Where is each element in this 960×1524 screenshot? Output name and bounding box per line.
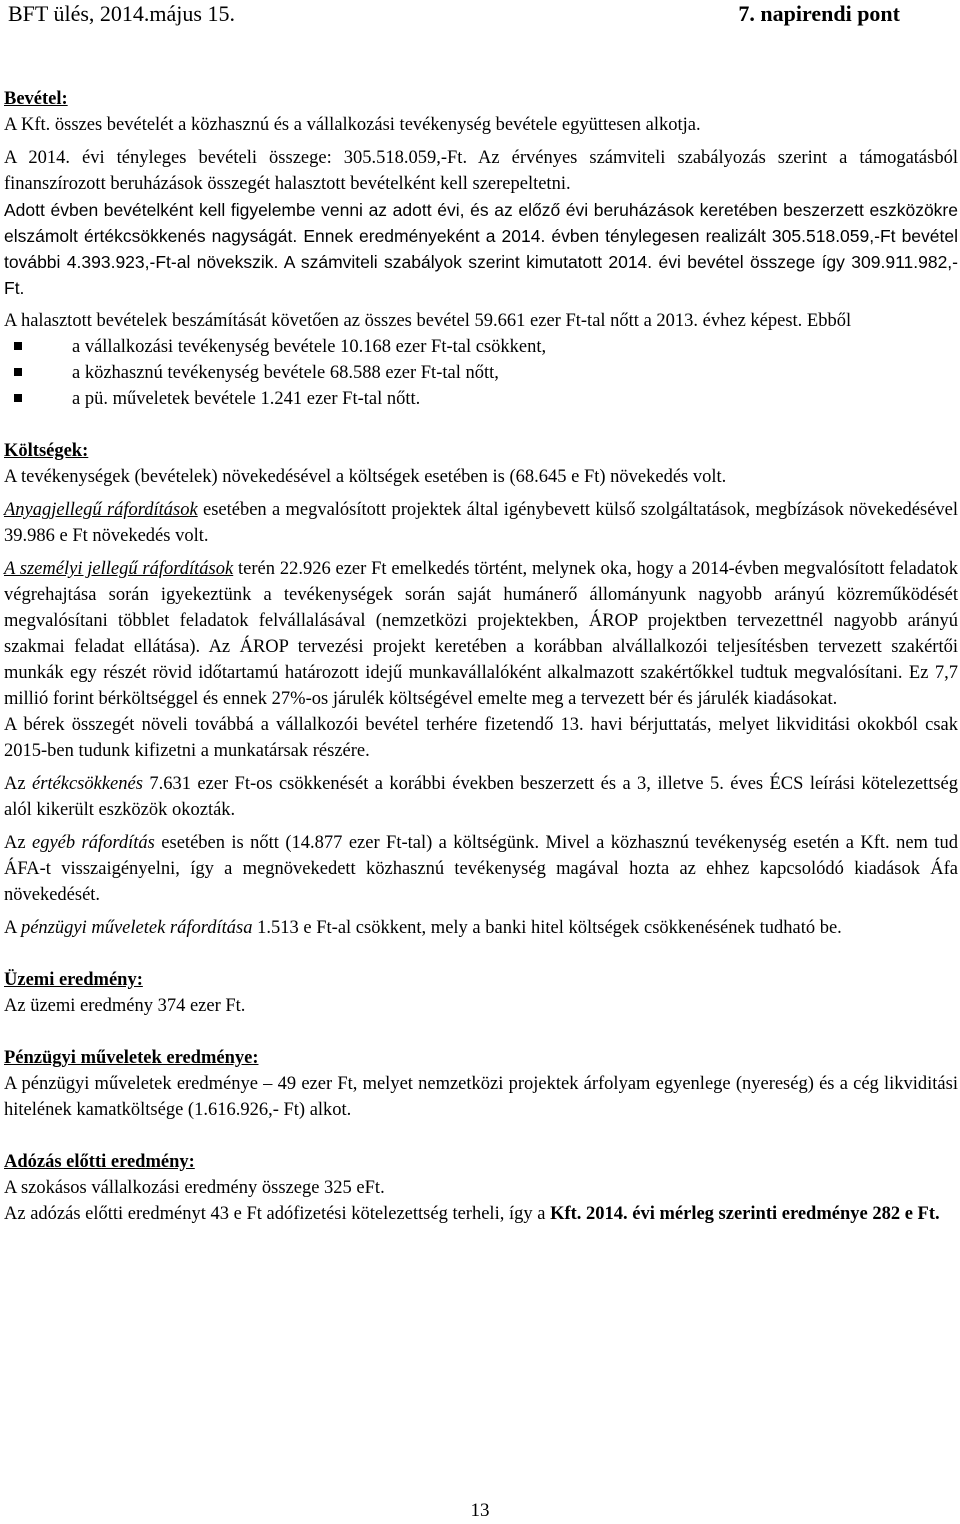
paragraph: A pénzügyi műveletek eredménye – 49 ezer Ft, melyet nemzetközi projektek árfolyam egyenlege (nyereség) és a cég likviditási hitelének kamatköltsége (1.616.926,- Ft) alkot. [4,1074,958,1120]
page-number: 13 [470,1500,490,1521]
paragraph-text: A [4,918,21,938]
paragraph [4,556,958,712]
page-header [4,0,958,28]
paragraph-text: esetében a megvalósított projektek által igénybevett külső szolgáltatások, megbízások növekedésével 39.986 e Ft növekedés volt. [4,500,959,546]
paragraph: A szokásos vállalkozási eredmény összege 325 eFt. [4,1178,385,1198]
paragraph: A Kft. összes bevételét a közhasznú és a vállalkozási tevékenység bevétele együttesen alkotja. [4,115,701,135]
paragraph [4,915,958,941]
paragraph [4,830,958,908]
paragraph [4,771,958,823]
header-meeting-date: BFT ülés, 2014.május 15. [8,1,235,26]
section-heading-penzugyi: Pénzügyi műveletek eredménye: [4,1048,259,1068]
term: pénzügyi műveletek ráfordítása [20,918,253,938]
section-heading-adozas: Adózás előtti eredmény: [4,1152,195,1172]
term: Anyagjellegű ráfordítások [4,500,198,520]
paragraph-text: 7.631 ezer Ft-os csökkenését a korábbi években beszerzett és a 3, illetve 5. éves ÉCS leírási kötelezettség alól kikerült eszközök okozták. [4,774,958,820]
paragraph [4,1201,958,1227]
paragraph: A halasztott bevételek beszámítását követően az összes bevétel 59.661 ezer Ft-tal nőtt a 2013. évhez képest. Ebből [4,311,852,331]
term: A személyi jellegű ráfordítások [4,559,234,579]
term: egyéb ráfordítás [32,833,155,853]
list-item: a vállalkozási tevékenység bevétele 10.168 ezer Ft-tal csökkent, [4,334,958,360]
header-agenda-item: 7. napirendi pont [738,1,900,26]
paragraph: Az üzemi eredmény 374 ezer Ft. [4,996,246,1016]
paragraph [4,497,958,549]
section-heading-koltsegek: Költségek: [4,441,89,461]
result-highlight: Kft. 2014. évi mérleg szerinti eredménye 282 e Ft. [550,1204,940,1224]
bullet-list [4,334,958,412]
section-heading-bevetel: Bevétel: [4,89,68,109]
paragraph-text: esetében is nőtt (14.877 ezer Ft-tal) a költségünk. Mivel a közhasznú tevékenység esetén a Kft. nem tud ÁFA-t visszaigényelni, így a megnövekedett közhasznú tevékenység magával hozta az ehhez kapcsolódó kiadások Áfa növekedését. [4,833,959,905]
paragraph-text: 1.513 e Ft-al csökkent, mely a banki hitel költségek csökkenésének tudható be. [252,918,842,938]
paragraph: A bérek összegét növeli továbbá a vállalkozói bevétel terhére fizetendő 13. havi bérjuttatás, melyet likviditási okokból csak 2015-ben tudunk kifizetni a munkatársak részére. [4,715,958,761]
paragraph: Adott évben bevételként kell figyelembe venni az adott évi, és az előző évi beruházások keretében beszerzett eszközökre elszámolt értékcsökkenés nagyságát. Ennek eredményeként a 2014. évben ténylegesen realizált 305.518.059,-Ft bevétel további 4.393.923,-Ft-al növekszik. A számviteli szabályok szerint kimutatott 2014. évi bevétel összege így 309.911.982,-Ft. [4,200,958,298]
paragraph: A 2014. évi tényleges bevételi összege: 305.518.059,-Ft. Az érvényes számviteli szabályozás szerint a támogatásból finanszírozott beruházások összegét halasztott bevételként kell szerepeltetni. [4,148,958,194]
paragraph-text: Az adózás előtti eredményt 43 e Ft adófizetési kötelezettség terheli, így a [4,1204,551,1224]
paragraph: A tevékenységek (bevételek) növekedésével a költségek esetében is (68.645 e Ft) növekedés volt. [4,467,727,487]
term: értékcsökkenés [31,774,143,794]
paragraph-text: terén 22.926 ezer Ft emelkedés történt, melynek oka, hogy a 2014-évben megvalósított feladatok végrehajtása során igyekeztünk a tevékenységek során saját humánerő állományunk nagyobb arányú közreműködését megvalósítani többlet feladatok felvállalásával (nemzetközi projektekben, ÁROP projektben tervezettnél nagyobb arányú szakmai feladat ellátása). Az ÁROP tervezési projekt keretében a korábban alvállalkozói teljesítésben tervezett szakértői munkák egy részét rövid időtartamú határozott idejű munkavállalóként alkalmazott szakértőkkel tudtuk megvalósítani. Ez 7,7 millió forint bérköltséggel és ennek 27%-os járulék költségével emelte meg a tervezett bér és járulék kiadásokat. [4,559,958,709]
paragraph-text: Az [4,774,32,794]
list-item: a közhasznú tevékenység bevétele 68.588 ezer Ft-tal nőtt, [4,360,958,386]
list-item: a pü. műveletek bevétele 1.241 ezer Ft-tal nőtt. [4,386,958,412]
paragraph-text: Az [4,833,32,853]
section-heading-uzemi: Üzemi eredmény: [4,970,143,990]
